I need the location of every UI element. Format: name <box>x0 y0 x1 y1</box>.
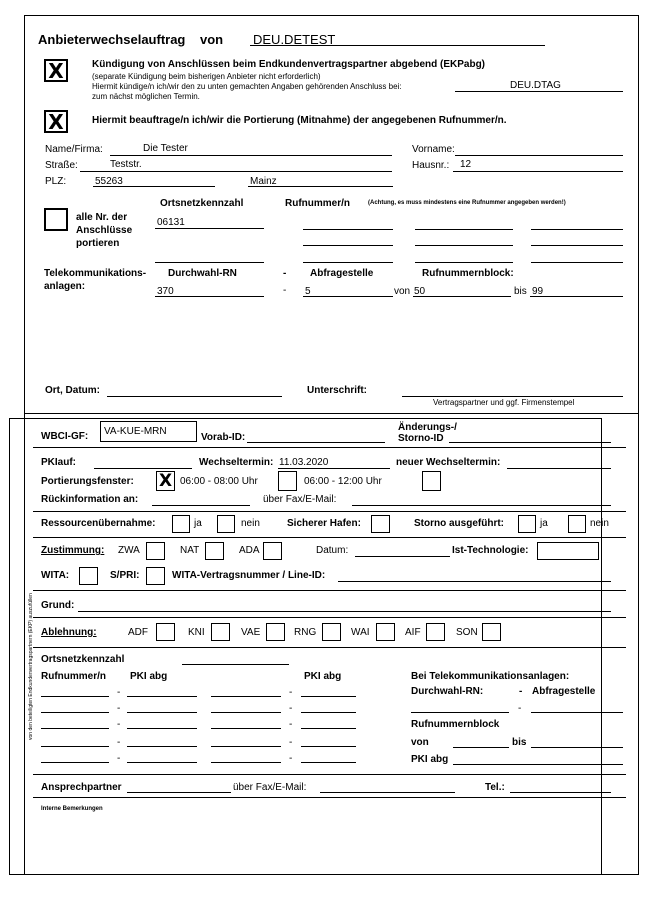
onkz-label: Ortsnetzkennzahl <box>160 198 244 209</box>
wbci-value: VA-KUE-MRN <box>104 426 167 437</box>
int-rufnr2-line-4[interactable] <box>211 746 281 747</box>
hausnr-label: Hausnr.: <box>412 160 450 171</box>
int-dash-4b: - <box>289 737 293 748</box>
int-pki-abg-label: PKI abg <box>411 754 449 765</box>
internal-divider <box>24 413 639 414</box>
zwa-checkbox[interactable] <box>146 542 165 560</box>
tk-abfrage-value[interactable]: 5 <box>305 286 311 297</box>
adf-checkbox[interactable] <box>156 623 175 641</box>
tk-bis-label: bis <box>514 286 527 297</box>
row-divider-1 <box>33 447 626 448</box>
int-durchwahl-line[interactable] <box>411 712 509 713</box>
rufnr-label: Rufnummer/n <box>285 198 350 209</box>
plz-value[interactable]: 55263 <box>95 176 123 187</box>
all-numbers-label-3: portieren <box>76 238 120 249</box>
rufnr-line-3-2[interactable] <box>415 262 513 263</box>
ansprech-fax-label: über Fax/E-Mail: <box>233 782 307 793</box>
grund-label: Grund: <box>41 600 75 611</box>
all-numbers-label-2: Anschlüsse <box>76 225 133 236</box>
spri-label: S/PRI: <box>110 570 140 581</box>
storno-nein-label: nein <box>590 518 609 529</box>
tk-dash-2: - <box>283 285 287 296</box>
hafen-label: Sicherer Hafen: <box>287 518 361 529</box>
ada-label: ADA <box>239 545 260 556</box>
rueckinfo-label: Rückinformation an: <box>41 494 139 505</box>
strasse-label: Straße: <box>45 160 78 171</box>
son-label: SON <box>456 627 478 638</box>
title-von: von <box>200 32 224 47</box>
ressourcen-label: Ressourcenübernahme: <box>41 518 156 529</box>
signature-note: Vertragspartner und ggf. Firmenstempel <box>433 398 575 407</box>
rufnr-line-2-3[interactable] <box>531 245 623 246</box>
ort-value[interactable]: Mainz <box>250 176 277 187</box>
int-dash-2b: - <box>289 703 293 714</box>
wechseltermin-line <box>278 468 390 469</box>
title-provider: DEU.DETEST <box>253 32 336 47</box>
row-divider-6 <box>33 647 626 648</box>
storno-nein-checkbox[interactable] <box>568 515 586 533</box>
onkz-line <box>155 228 264 229</box>
row-divider-3 <box>33 537 626 538</box>
option1-provider: DEU.DTAG <box>510 80 561 91</box>
rufnr-line-2-1[interactable] <box>303 245 393 246</box>
ist-technologie-label: Ist-Technologie: <box>452 545 529 556</box>
rufnr-line-3-3[interactable] <box>531 262 623 263</box>
rufnr-line-1-1[interactable] <box>303 229 393 230</box>
int-rufnr-line-1[interactable] <box>41 696 109 697</box>
unterschrift-line[interactable] <box>402 396 623 397</box>
wita-nr-line[interactable] <box>338 581 611 582</box>
option1-title: Kündigung von Anschlüssen beim Endkundenvertragspartner abgebend (EKPabg) <box>92 59 486 70</box>
neuer-wechseltermin-line[interactable] <box>507 468 611 469</box>
option1-provider-line <box>455 91 623 92</box>
rueckinfo-fax-line[interactable] <box>352 505 611 506</box>
fenster2-label: 06:00 - 12:00 Uhr <box>304 476 382 487</box>
int-dash-5b: - <box>289 753 293 764</box>
tk-von-value[interactable]: 50 <box>414 286 426 297</box>
int-bis-label: bis <box>512 737 527 748</box>
tk-label-1: Telekommunikations- <box>44 268 147 279</box>
fenster2-checkbox[interactable] <box>278 471 297 491</box>
int-onkz-line[interactable] <box>182 664 289 665</box>
form-title: Anbieterwechselauftrag <box>38 32 186 47</box>
internal-side-text: von den beteiligten Endkundenvertragspartnern (EKP) auszufüllen <box>28 593 34 740</box>
option1-x-mark: X <box>48 58 64 83</box>
int-dash-3: - <box>117 719 121 730</box>
ort-datum-label: Ort, Datum: <box>45 385 100 396</box>
row-divider-4 <box>33 590 626 591</box>
aenderung-line[interactable] <box>449 442 611 443</box>
int-pki2-line-5[interactable] <box>301 762 356 763</box>
rueckinfo-fax-label: über Fax/E-Mail: <box>263 494 337 505</box>
unterschrift-label: Unterschrift: <box>307 385 368 396</box>
ist-technologie-box[interactable] <box>537 542 599 560</box>
wbci-label: WBCI-GF: <box>41 431 89 442</box>
wechseltermin-label: Wechseltermin: <box>199 457 274 468</box>
int-pki-line-5[interactable] <box>127 762 197 763</box>
int-abfrage-label: Abfragestelle <box>532 686 596 697</box>
rng-label: RNG <box>294 627 317 638</box>
tel-label: Tel.: <box>485 782 505 793</box>
strasse-line <box>80 171 392 172</box>
fenster1-x-mark: X <box>158 471 173 491</box>
wechseltermin-value[interactable]: 11.03.2020 <box>279 457 329 468</box>
int-block-label: Rufnummernblock <box>411 719 500 730</box>
aenderung-label-1: Änderungs-/ <box>398 422 457 433</box>
grund-line[interactable] <box>78 611 611 612</box>
zustimmung-datum-label: Datum: <box>316 545 349 556</box>
rufnr-line-3-1[interactable] <box>303 262 393 263</box>
option1-sub1: (separate Kündigung beim bisherigen Anbieter nicht erforderlich) <box>92 72 321 81</box>
ada-checkbox[interactable] <box>263 542 282 560</box>
int-pki2-line-3[interactable] <box>301 728 356 729</box>
vorab-label: Vorab-ID: <box>201 432 246 443</box>
wita-label: WITA: <box>41 570 70 581</box>
name-line <box>110 155 392 156</box>
storno-label: Storno ausgeführt: <box>414 518 504 529</box>
int-rufnr2-line-2[interactable] <box>211 712 281 713</box>
bemerkungen-area[interactable] <box>33 800 626 869</box>
int-dash-2: - <box>117 703 121 714</box>
ressourcen-ja-label: ja <box>194 518 202 529</box>
neuer-wechseltermin-label: neuer Wechseltermin: <box>396 457 501 468</box>
son-checkbox[interactable] <box>482 623 501 641</box>
plz-label: PLZ: <box>45 176 67 187</box>
row-divider-8 <box>33 797 626 798</box>
int-pki-line-1[interactable] <box>127 696 197 697</box>
vorab-line[interactable] <box>247 442 385 443</box>
int-dash-1: - <box>117 687 121 698</box>
int-dash-5: - <box>117 753 121 764</box>
int-pki-line-3[interactable] <box>127 728 197 729</box>
onkz-line-2[interactable] <box>155 262 264 263</box>
nat-checkbox[interactable] <box>205 542 224 560</box>
ressourcen-nein-checkbox[interactable] <box>217 515 235 533</box>
hafen-checkbox[interactable] <box>371 515 390 533</box>
onkz-value[interactable]: 06131 <box>157 217 185 228</box>
wai-checkbox[interactable] <box>376 623 395 641</box>
int-pki2-line-1[interactable] <box>301 696 356 697</box>
pklauf-label: PKIauf: <box>41 457 76 468</box>
tk-durchwahl-value[interactable]: 370 <box>157 286 174 297</box>
all-numbers-checkbox[interactable] <box>44 208 68 231</box>
bemerkungen-label: Interne Bemerkungen <box>41 806 103 812</box>
ansprech-line[interactable] <box>127 792 231 793</box>
nat-label: NAT <box>180 545 200 556</box>
int-abfrage-line[interactable] <box>531 712 623 713</box>
int-rufnr-label: Rufnummer/n <box>41 671 106 682</box>
int-dash-3b: - <box>289 719 293 730</box>
row-divider-7 <box>33 774 626 775</box>
storno-ja-label: ja <box>540 518 548 529</box>
rueckinfo-line[interactable] <box>152 505 250 506</box>
tk-abfrage-line <box>303 296 393 297</box>
adf-label: ADF <box>128 627 148 638</box>
tk-dash: - <box>283 268 287 279</box>
fenster3-checkbox[interactable] <box>422 471 441 491</box>
hausnr-line <box>453 171 623 172</box>
int-pki-abg-line[interactable] <box>453 764 623 765</box>
int-rufnr2-line-5[interactable] <box>211 762 281 763</box>
tk-durchwahl-line <box>155 296 264 297</box>
tel-line[interactable] <box>510 792 611 793</box>
tk-label-2: anlagen: <box>44 281 86 292</box>
pklauf-line[interactable] <box>94 468 192 469</box>
ansprech-fax-line[interactable] <box>320 792 455 793</box>
kni-label: KNI <box>188 627 205 638</box>
tk-von-label: von <box>394 286 411 297</box>
plz-line <box>93 186 215 187</box>
rufnr-line-2-2[interactable] <box>415 245 513 246</box>
row-divider-5 <box>33 617 626 618</box>
int-pki-line-2[interactable] <box>127 712 197 713</box>
wita-nr-label: WITA-Vertragsnummer / Line-ID: <box>172 570 326 581</box>
int-pki-line-4[interactable] <box>127 746 197 747</box>
int-durchwahl-label: Durchwahl-RN: <box>411 686 484 697</box>
ablehnung-label: Ablehnung: <box>41 627 97 638</box>
tk-bis-value[interactable]: 99 <box>532 286 544 297</box>
wita-checkbox[interactable] <box>79 567 98 585</box>
strasse-value[interactable]: Teststr. <box>110 159 142 170</box>
vae-checkbox[interactable] <box>266 623 285 641</box>
option1-sub3: zum nächst möglichen Termin. <box>92 92 200 101</box>
option1-sub2: Hiermit kündige/n ich/wir den zu unten gemachten Angaben gehörenden Anschluss bei: <box>92 82 402 91</box>
int-pki2-line-4[interactable] <box>301 746 356 747</box>
option2-x-mark: X <box>48 109 64 134</box>
row-divider-2 <box>33 511 626 512</box>
tk-bis-line <box>530 296 623 297</box>
hausnr-value[interactable]: 12 <box>460 159 472 170</box>
tk-block-label: Rufnummernblock: <box>422 268 514 279</box>
int-rufnr-line-3[interactable] <box>41 728 109 729</box>
int-dash-dw: - <box>518 703 522 714</box>
int-pki-label-2: PKI abg <box>304 671 342 682</box>
wai-label: WAI <box>351 627 370 638</box>
int-onkz-label: Ortsnetzkennzahl <box>41 654 125 665</box>
name-label: Name/Firma: <box>45 144 103 155</box>
int-rufnr2-line-1[interactable] <box>211 696 281 697</box>
zwa-label: ZWA <box>118 545 140 556</box>
rufnr-line-1-2[interactable] <box>415 229 513 230</box>
provider-line <box>250 45 545 46</box>
int-dash-4: - <box>117 737 121 748</box>
name-value[interactable]: Die Tester <box>143 143 188 154</box>
zustimmung-datum-line[interactable] <box>355 556 450 557</box>
int-dash-1b: - <box>289 687 293 698</box>
tk-abfrage-label: Abfragestelle <box>310 268 374 279</box>
aenderung-label-2: Storno-ID <box>398 433 444 444</box>
int-rufnr-line-4[interactable] <box>41 746 109 747</box>
int-dash: - <box>519 686 523 697</box>
vorname-line[interactable] <box>455 155 623 156</box>
rng-checkbox[interactable] <box>322 623 341 641</box>
int-pki-label: PKI abg <box>130 671 168 682</box>
zustimmung-label: Zustimmung: <box>41 545 105 556</box>
aif-checkbox[interactable] <box>426 623 445 641</box>
int-von-line[interactable] <box>453 747 509 748</box>
rufnr-note: (Achtung, es muss mindestens eine Rufnummer angegeben werden!) <box>368 200 566 206</box>
tk-durchwahl-label: Durchwahl-RN <box>168 268 237 279</box>
option2-title: Hiermit beauftrage/n ich/wir die Portierung (Mitnahme) der angegebenen Rufnummer/n. <box>92 115 507 126</box>
int-rufnr-line-2[interactable] <box>41 712 109 713</box>
int-rufnr-line-5[interactable] <box>41 762 109 763</box>
int-von-label: von <box>411 737 429 748</box>
aif-label: AIF <box>405 627 421 638</box>
tk-von-line <box>413 296 511 297</box>
spri-checkbox[interactable] <box>146 567 165 585</box>
int-rufnr2-line-3[interactable] <box>211 728 281 729</box>
ort-datum-line[interactable] <box>107 396 282 397</box>
storno-ja-checkbox[interactable] <box>518 515 536 533</box>
vae-label: VAE <box>241 627 261 638</box>
rufnr-line-1-3[interactable] <box>531 229 623 230</box>
int-pki2-line-2[interactable] <box>301 712 356 713</box>
ressourcen-nein-label: nein <box>241 518 260 529</box>
kni-checkbox[interactable] <box>211 623 230 641</box>
portfenster-label: Portierungsfenster: <box>41 476 134 487</box>
int-tk-label: Bei Telekommunikationsanlagen: <box>411 671 570 682</box>
ressourcen-ja-checkbox[interactable] <box>172 515 190 533</box>
fenster1-label: 06:00 - 08:00 Uhr <box>180 476 258 487</box>
all-numbers-label-1: alle Nr. der <box>76 212 128 223</box>
ort-line <box>248 186 393 187</box>
int-bis-line[interactable] <box>531 747 623 748</box>
ansprech-label: Ansprechpartner <box>41 782 122 793</box>
vorname-label: Vorname: <box>412 144 455 155</box>
